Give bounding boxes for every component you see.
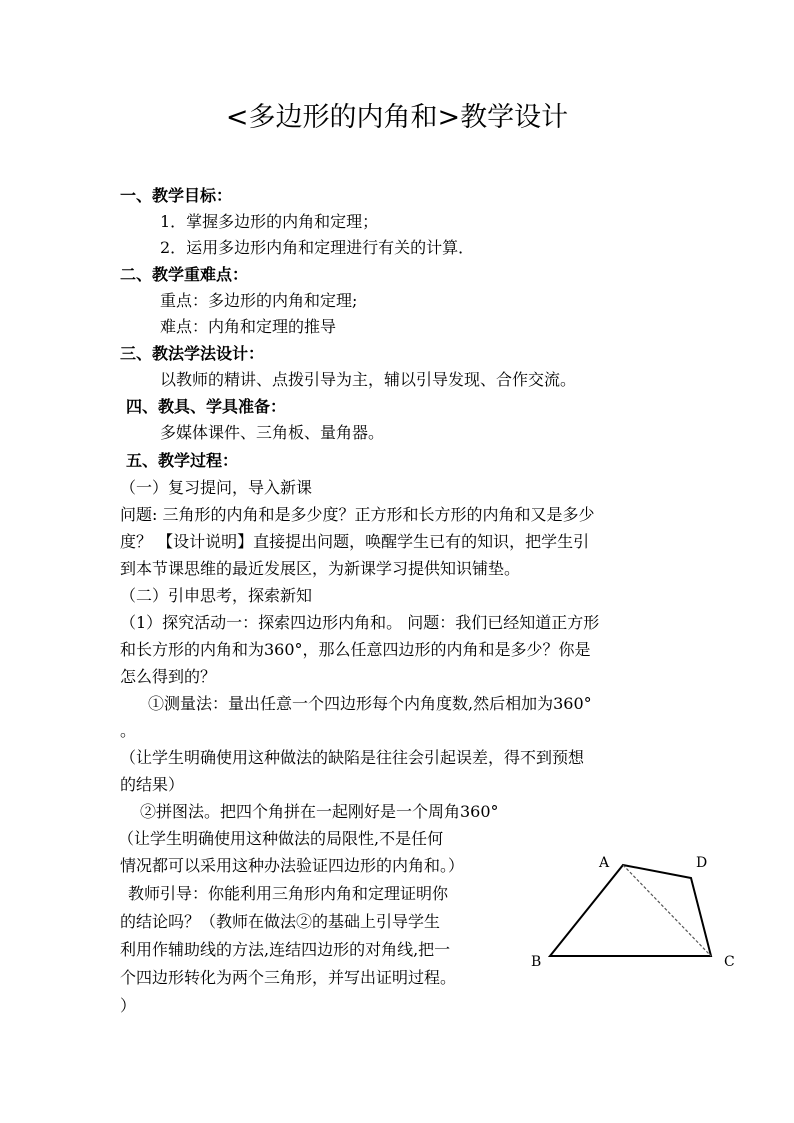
section-heading-objectives: 一、教学目标： — [120, 186, 233, 205]
paragraph-line: 度？ 【设计说明】直接提出问题，唤醒学生已有的知识，把学生引 — [120, 532, 590, 551]
section-heading-process: 五、教学过程： — [126, 451, 239, 470]
paragraph-line: （1）探究活动一：探索四边形内角和。 问题：我们已经知道正方形 — [120, 613, 600, 632]
quadrilateral-figure — [520, 845, 750, 975]
paragraph-line: （让学生明确使用这种做法的局限性,不是任何 — [118, 829, 444, 848]
paragraph-line: 怎么得到的？ — [120, 667, 217, 686]
paragraph-line: ②拼图法。把四个角拼在一起刚好是一个周角360° — [140, 802, 499, 821]
key-point-text: 重点：多边形的内角和定理; — [160, 291, 358, 310]
section-heading-materials: 四、教具、学具准备： — [126, 397, 287, 416]
subsection-heading: （一）复习提问，导入新课 — [120, 478, 313, 497]
vertex-label-c: C — [724, 954, 735, 970]
objective-item: 1．掌握多边形的内角和定理； — [160, 212, 379, 231]
paragraph-line: 的结论吗？（教师在做法②的基础上引导学生 — [120, 912, 441, 931]
vertex-label-d: D — [696, 855, 708, 871]
paragraph-line: 的结果） — [120, 775, 185, 794]
vertex-label-b: B — [531, 954, 542, 970]
vertex-label-a: A — [599, 855, 610, 871]
paragraph-line: 情况都可以采用这种办法验证四边形的内角和。） — [120, 856, 465, 875]
paragraph-line: ①测量法：量出任意一个四边形每个内角度数,然后相加为360° — [148, 694, 592, 713]
paragraph-line: （让学生明确使用这种做法的缺陷是往往会引起误差，得不到预想 — [120, 748, 585, 767]
quadrilateral-abcd — [550, 865, 711, 956]
method-text: 以教师的精讲、点拨引导为主，辅以引导发现、合作交流。 — [160, 370, 577, 389]
paragraph-line: 和长方形的内角和为360°，那么任意四边形的内角和是多少？你是 — [120, 640, 591, 659]
subsection-heading: （二）引申思考，探索新知 — [120, 586, 313, 605]
objective-item: 2．运用多边形内角和定理进行有关的计算． — [160, 238, 475, 257]
diagonal-ac — [623, 865, 711, 956]
section-heading-method: 三、教法学法设计： — [120, 344, 265, 363]
paragraph-line: 。 — [120, 721, 137, 740]
page-title: <多边形的内角和>教学设计 — [225, 102, 569, 133]
paragraph-line: 到本节课思维的最近发展区，为新课学习提供知识铺垫。 — [120, 559, 521, 578]
paragraph-line: 问题: 三角形的内角和是多少度？正方形和长方形的内角和又是多少 — [120, 505, 595, 524]
difficult-point-text: 难点：内角和定理的推导 — [160, 317, 337, 336]
paragraph-line: 利用作辅助线的方法,连结四边形的对角线,把一 — [120, 940, 451, 959]
materials-text: 多媒体课件、三角板、量角器。 — [160, 423, 385, 442]
paragraph-line: 教师引导：你能利用三角形内角和定理证明你 — [128, 884, 449, 903]
section-heading-key-points: 二、教学重难点： — [120, 265, 249, 284]
paragraph-line: ） — [120, 996, 137, 1015]
paragraph-line: 个四边形转化为两个三角形，并写出证明过程。 — [120, 968, 457, 987]
